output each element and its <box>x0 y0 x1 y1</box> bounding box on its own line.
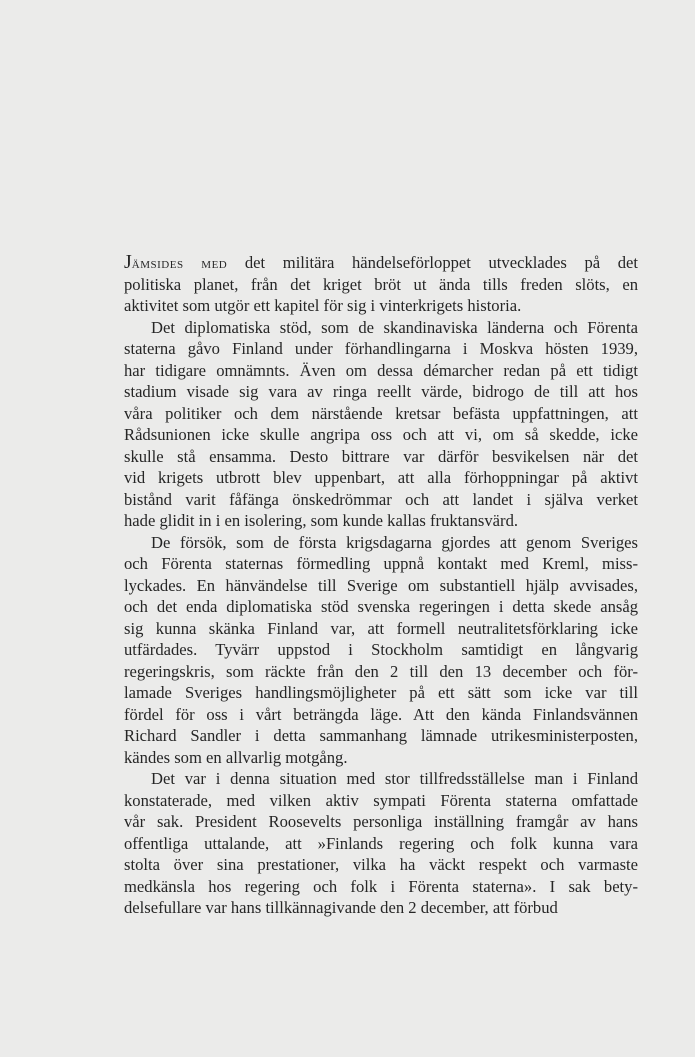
paragraph <box>124 317 638 532</box>
text-line: aktivitet som utgör ett kapitel för sig i vinterkrigets historia. <box>124 296 522 315</box>
text-line: delsefullare var hans tillkännagivande den 2 december, att förbud <box>124 898 558 917</box>
text-line: lyckades. En hänvändelse till Sverige om substantiell hjälp avvisades, <box>124 575 638 595</box>
paragraph <box>124 768 638 919</box>
text-line: och det enda diplomatiska stöd svenska regeringen i detta skede ansåg <box>124 597 638 616</box>
text-line: offentliga uttalande, att »Finlands regering och folk kunna vara <box>124 833 638 853</box>
smallcaps-lead: ämsides med <box>131 256 228 272</box>
initial-letter: J <box>124 251 132 273</box>
text-line: skulle stå ensamma. Desto bittrare var därför besvikelsen när det <box>124 446 638 466</box>
text-line: vår sak. President Roosevelts personliga inställning framgår av hans <box>124 812 638 831</box>
text-line: stolta över sina prestationer, vilka ha väckt respekt och varmaste <box>124 855 638 874</box>
text-line: staterna gåvo Finland under förhandlingarna i Moskva hösten 1939, <box>124 339 638 358</box>
text-line: politiska planet, från det kriget bröt ut ända tills freden slöts, en <box>124 274 638 294</box>
paragraph <box>124 532 638 769</box>
text-line: har tidigare omnämnts. Även om dessa démarcher redan på ett tidigt <box>124 360 638 380</box>
page-body-text <box>124 252 638 919</box>
text-line: Det var i denna situation med stor tillfredsställelse man i Finland <box>151 769 638 788</box>
text-line: vid krigets utbrott blev uppenbart, att alla förhoppningar på aktivt <box>124 468 638 487</box>
text-fragment: det militära händelseförloppet utvecklades på det <box>227 253 639 272</box>
text-line: fördel för oss i vårt beträngda läge. Att den kända Finlandsvännen <box>124 704 638 724</box>
text-line: lamade Sveriges handlingsmöjligheter på ett sätt som icke var till <box>124 683 638 702</box>
text-line: stadium visade sig vara av ringa reellt värde, bidrogo de till att hos <box>124 382 638 401</box>
text-line: hade glidit in i en isolering, som kunde kallas fruktansvärd. <box>124 511 519 530</box>
text-line: De försök, som de första krigsdagarna gjordes att genom Sveriges <box>151 532 638 552</box>
text-line: regeringskris, som räckte från den 2 till den 13 december och för- <box>124 661 638 681</box>
text-line: bistånd varit fåfänga önskedrömmar och att landet i själva verket <box>124 489 638 509</box>
text-line: våra politiker och dem närstående kretsar befästa uppfattningen, att <box>124 403 638 423</box>
text-line: medkänsla hos regering och folk i Förenta staterna». I sak bety- <box>124 876 638 896</box>
text-line: Richard Sandler i detta sammanhang lämnade utrikesministerposten, <box>124 726 638 745</box>
text-line: konstaterade, med vilken aktiv sympati Förenta staterna omfattade <box>124 790 638 810</box>
text-line: sig kunna skänka Finland var, att formell neutralitetsförklaring icke <box>124 618 638 638</box>
text-line: Rådsunionen icke skulle angripa oss och att vi, om så skedde, icke <box>124 425 638 444</box>
text-line: utfärdades. Tyvärr uppstod i Stockholm samtidigt en långvarig <box>124 640 638 659</box>
text-line: Det diplomatiska stöd, som de skandinaviska länderna och Förenta <box>151 317 638 337</box>
text-line: kändes som en allvarlig motgång. <box>124 747 348 767</box>
text-line: och Förenta staternas förmedling uppnå kontakt med Kreml, miss- <box>124 554 638 573</box>
text-line-opening <box>124 252 638 274</box>
paragraph <box>124 274 638 317</box>
